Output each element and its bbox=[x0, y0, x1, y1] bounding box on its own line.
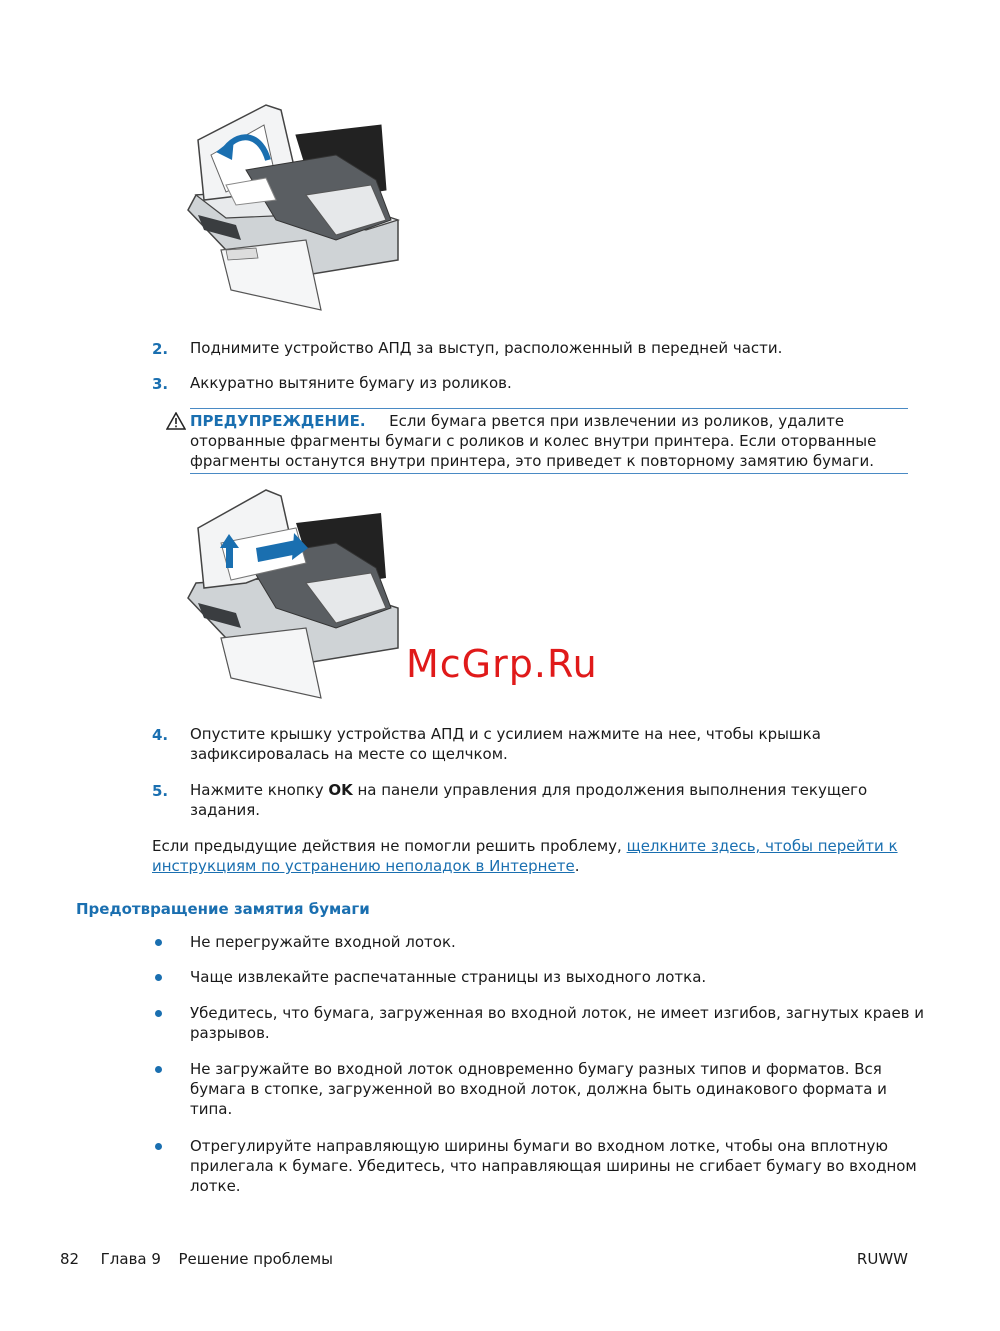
bullet-text bbox=[190, 1003, 924, 1043]
printer-illustration-pull-paper bbox=[186, 488, 408, 708]
step-number: 5. bbox=[152, 782, 169, 800]
step-text-line: зафиксировалась на месте со щелчком. bbox=[190, 745, 508, 763]
chapter-label: Глава 9 bbox=[100, 1250, 161, 1268]
chapter-title: Решение проблемы bbox=[178, 1250, 334, 1268]
bullet-line: Чаще извлекайте распечатанные страницы из выходного лотка. bbox=[190, 968, 707, 986]
step-text-part: Нажмите кнопку bbox=[190, 781, 329, 799]
warning-text-line: фрагменты останутся внутри принтера, это приведет к повторному замятию бумаги. bbox=[190, 452, 874, 470]
step-number: 3. bbox=[152, 375, 169, 393]
warning-box bbox=[190, 408, 908, 474]
warning-text-line: Если бумага рвется при извлечении из роликов, удалите bbox=[389, 412, 845, 430]
bullet-line: лотке. bbox=[190, 1177, 241, 1195]
bullet-icon bbox=[155, 1010, 162, 1017]
bullet-line: Не загружайте во входной лоток одновременно бумагу разных типов и форматов. Вся bbox=[190, 1060, 882, 1078]
step-text bbox=[190, 780, 867, 820]
step-text: Поднимите устройство АПД за выступ, расположенный в передней части. bbox=[190, 339, 783, 357]
bullet-line: разрывов. bbox=[190, 1024, 270, 1042]
bullet-line: Отрегулируйте направляющую ширины бумаги во входном лотке, чтобы она вплотную bbox=[190, 1137, 888, 1155]
step-text: Аккуратно вытяните бумагу из роликов. bbox=[190, 374, 512, 392]
help-period: . bbox=[574, 857, 580, 875]
bullet-icon bbox=[155, 1143, 162, 1150]
bullet-line: Убедитесь, что бумага, загруженная во входной лоток, не имеет изгибов, загнутых краев и bbox=[190, 1004, 925, 1022]
troubleshooting-link-continued[interactable]: инструкциям по устранению неполадок в Интернете bbox=[152, 857, 575, 875]
footer-right: RUWW bbox=[856, 1250, 908, 1268]
step-text-line: Опустите крышку устройства АПД и с усилием нажмите на нее, чтобы крышка bbox=[190, 725, 821, 743]
step-number: 4. bbox=[152, 726, 169, 744]
warning-icon bbox=[166, 412, 186, 430]
help-paragraph bbox=[152, 836, 898, 876]
bullet-text bbox=[190, 1059, 887, 1119]
bullet-icon bbox=[155, 939, 162, 946]
ok-button-label: OK bbox=[328, 781, 353, 799]
bullet-text bbox=[190, 967, 706, 987]
footer-left bbox=[60, 1250, 333, 1268]
step-number: 2. bbox=[152, 340, 169, 358]
warning-heading: ПРЕДУПРЕЖДЕНИЕ. bbox=[190, 412, 366, 430]
printer-illustration-lift-adf bbox=[186, 100, 408, 320]
step-text-part: на панели управления для продолжения выполнения текущего bbox=[352, 781, 868, 799]
help-text: Если предыдущие действия не помогли решить проблему, bbox=[152, 837, 627, 855]
section-heading: Предотвращение замятия бумаги bbox=[76, 900, 370, 918]
bullet-text bbox=[190, 932, 456, 952]
step-text bbox=[190, 724, 821, 764]
bullet-line: Не перегружайте входной лоток. bbox=[190, 933, 456, 951]
troubleshooting-link[interactable]: щелкните здесь, чтобы перейти к bbox=[626, 837, 898, 855]
page-number: 82 bbox=[60, 1250, 80, 1268]
step-text-line: задания. bbox=[190, 801, 261, 819]
warning-text-line: оторванные фрагменты бумаги с роликов и колес внутри принтера. Если оторванные bbox=[190, 432, 877, 450]
bullet-line: типа. bbox=[190, 1100, 233, 1118]
bullet-line: прилегала к бумаге. Убедитесь, что направляющая ширины не сгибает бумагу во входном bbox=[190, 1157, 917, 1175]
bullet-icon bbox=[155, 974, 162, 981]
watermark: McGrp.Ru bbox=[406, 642, 598, 686]
bullet-line: бумага в стопке, загруженной во входной лоток, должна быть одинакового формата и bbox=[190, 1080, 887, 1098]
bullet-icon bbox=[155, 1066, 162, 1073]
bullet-text bbox=[190, 1136, 917, 1196]
